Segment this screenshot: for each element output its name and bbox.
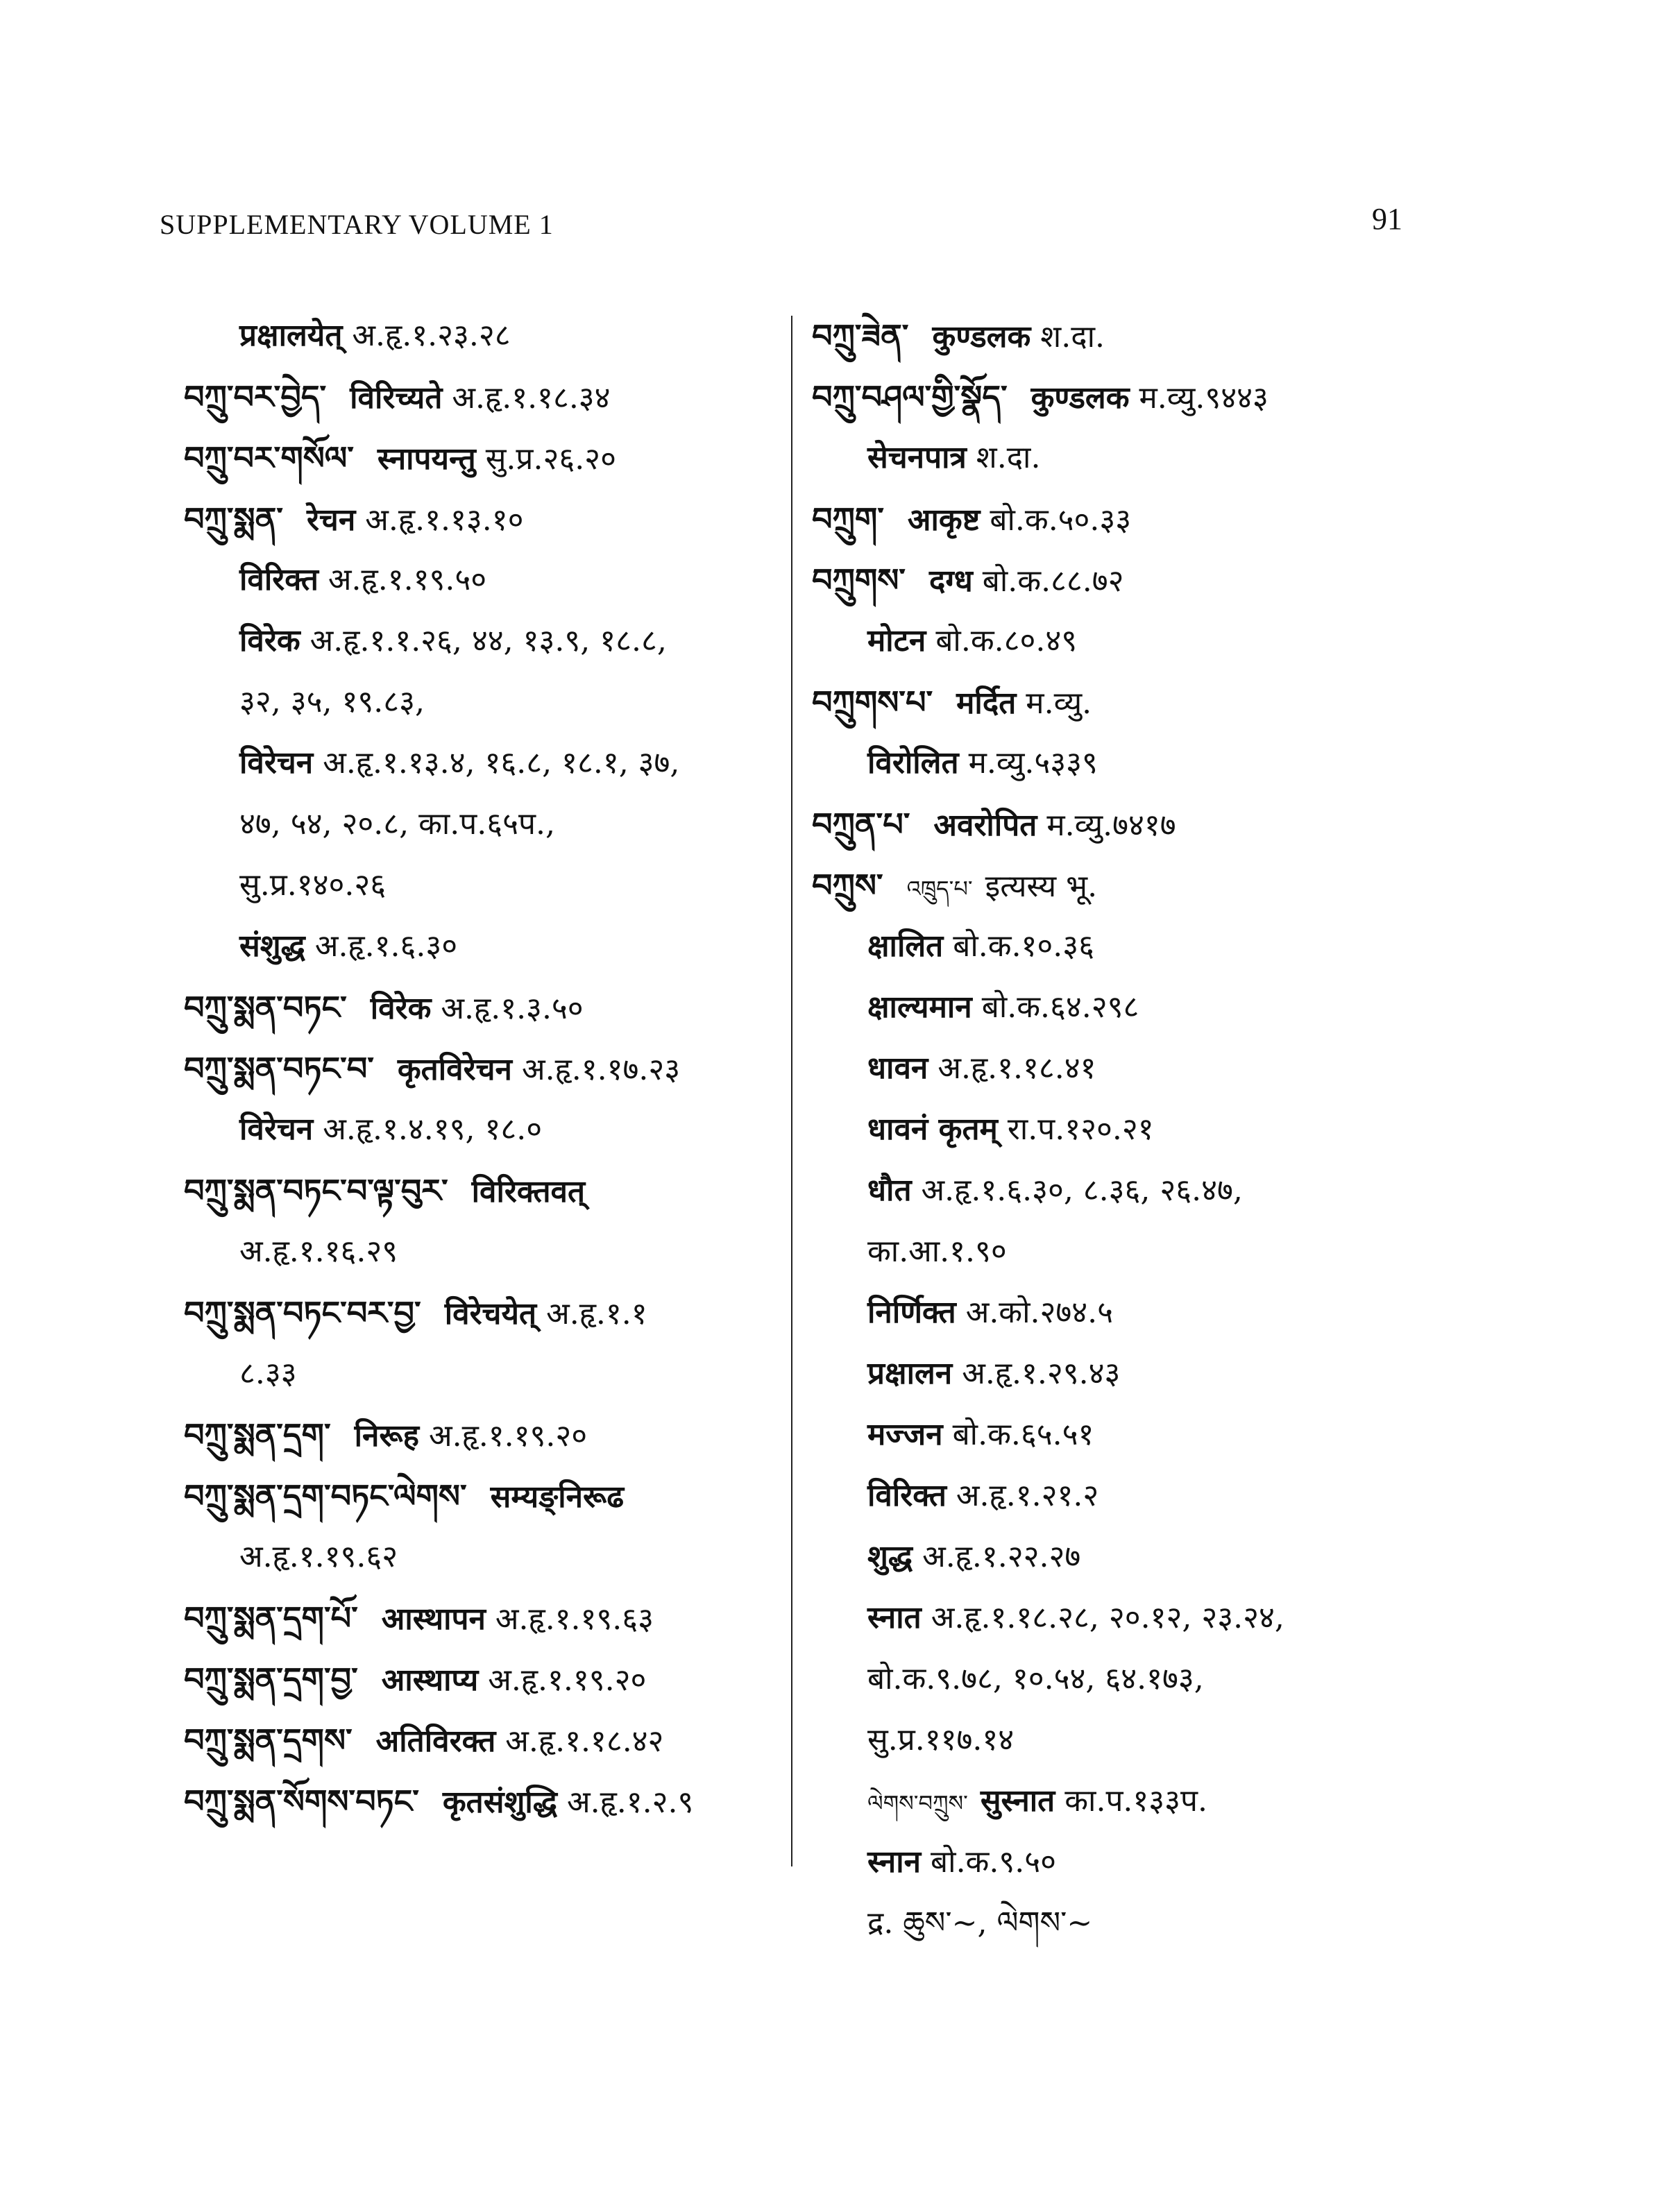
dictionary-line — [184, 1465, 781, 1526]
dictionary-line — [184, 855, 781, 916]
dictionary-line — [812, 794, 1436, 855]
source-reference: अ.हृ.१.२.९ — [566, 1785, 694, 1820]
dictionary-line — [812, 977, 1436, 1038]
tibetan-headword: བཀྲུ་སྨན་བཏང་བར་བྱ་ — [184, 1294, 421, 1332]
sanskrit-equivalent: विरोलित — [867, 745, 959, 781]
dictionary-line — [812, 1588, 1436, 1649]
dictionary-line — [812, 672, 1436, 733]
source-reference: अ.हृ.१.१९.२० — [428, 1418, 588, 1454]
dictionary-line — [812, 1221, 1436, 1282]
dictionary-line — [184, 1404, 781, 1465]
sanskrit-equivalent: प्रक्षालयेत् — [239, 318, 343, 353]
source-reference: अ.हृ.१.१ — [546, 1296, 647, 1332]
dictionary-line — [812, 1526, 1436, 1588]
source-reference: रा.प.१२०.२१ — [1007, 1112, 1154, 1147]
sanskrit-equivalent: दग्ध — [928, 563, 973, 599]
sanskrit-equivalent: विरिक्तवत् — [471, 1174, 586, 1209]
source-reference: अ.हृ.१.१९.६३ — [495, 1601, 654, 1637]
dictionary-line — [184, 550, 781, 611]
dictionary-line — [184, 611, 781, 672]
dictionary-line — [184, 305, 781, 366]
source-reference: अ.हृ.१.१९.२० — [488, 1662, 647, 1698]
continuation-text: सु.प्र.१४०.२६ — [239, 867, 387, 903]
sanskrit-equivalent: कृतविरेचन — [397, 1052, 512, 1087]
source-reference: बो.क.८०.४९ — [935, 623, 1078, 658]
dictionary-line — [812, 855, 1436, 916]
sanskrit-equivalent: विरिक्त — [867, 1478, 947, 1513]
dictionary-line — [812, 550, 1436, 611]
dictionary-line — [184, 1160, 781, 1221]
sanskrit-equivalent: स्नात — [867, 1600, 922, 1635]
sanskrit-equivalent: कृतसंशुद्धि — [442, 1785, 557, 1820]
sanskrit-equivalent: रेचन — [306, 502, 356, 538]
page-number: 91 — [1372, 202, 1402, 236]
source-reference: श.दा. — [976, 440, 1041, 475]
dictionary-line — [812, 1404, 1436, 1465]
tibetan-headword: བཀྲུ་སྨན་དྲག་བྱ་ — [184, 1660, 358, 1698]
tibetan-headword: བཀྲུ་སྨན་བཏང་ — [184, 989, 347, 1026]
dictionary-line — [812, 305, 1436, 366]
source-reference: अ.हृ.१.२१.२ — [956, 1478, 1099, 1513]
sanskrit-equivalent: स्नान — [867, 1844, 922, 1880]
source-reference: इत्यस्य भू. — [985, 869, 1098, 904]
source-reference: अ.हृ.१.६.३०, ८.३६, २६.४७, — [921, 1173, 1243, 1208]
source-reference: बो.क.५०.३३ — [990, 502, 1132, 538]
tibetan-headword: བཀྲུས་ — [812, 867, 883, 904]
sanskrit-equivalent: विरेचन — [239, 1112, 314, 1147]
sanskrit-equivalent: क्षाल्यमान — [867, 989, 972, 1025]
source-reference: अ.हृ.१.२२.२७ — [922, 1539, 1081, 1574]
running-title: SUPPLEMENTARY VOLUME 1 — [160, 209, 554, 240]
source-reference: अ.हृ.१.१७.२३ — [521, 1052, 681, 1087]
dictionary-line — [184, 794, 781, 855]
sanskrit-equivalent: विरिक्त — [239, 562, 319, 597]
dictionary-line — [812, 1832, 1436, 1893]
source-reference: अ.को.२७४.५ — [965, 1295, 1113, 1330]
continuation-text: ३२, ३५, १९.८३, — [239, 684, 425, 720]
source-reference: म.व्यु.५३३९ — [968, 745, 1098, 781]
source-reference: म.व्यु.७४१७ — [1046, 808, 1176, 843]
dictionary-line — [184, 1099, 781, 1160]
dictionary-line — [812, 1893, 1436, 1954]
sanskrit-equivalent: विरिच्यते — [350, 380, 443, 416]
sanskrit-equivalent: अतिविरक्त — [375, 1724, 496, 1759]
tibetan-note: ལེགས་བཀྲུས་ — [867, 1790, 968, 1817]
tibetan-headword: བཀྲུགས་པ་ — [812, 683, 933, 721]
tibetan-headword: བཀྲུག་ — [812, 500, 884, 538]
sanskrit-equivalent: आस्थापन — [381, 1601, 486, 1637]
sanskrit-equivalent: क्षालित — [867, 928, 944, 964]
source-reference: अ.हृ.१.६.३० — [314, 928, 458, 964]
source-reference: अ.हृ.१.१८.४१ — [937, 1050, 1096, 1086]
source-reference: अ.हृ.१.१३.४, १६.८, १८.१, ३७, — [323, 745, 680, 781]
tibetan-headword: བཀྲུ་བཤལ་གྱི་སྣོད་ — [812, 378, 1008, 416]
dictionary-line — [812, 611, 1436, 672]
dictionary-line — [184, 366, 781, 427]
source-reference: म.व्यु.९४४३ — [1139, 380, 1269, 416]
dictionary-line — [812, 1282, 1436, 1343]
tibetan-note: འཁྲུད་པ་ — [906, 876, 973, 902]
sanskrit-equivalent: धौत — [867, 1173, 912, 1208]
sanskrit-equivalent: निरूह — [354, 1418, 419, 1454]
source-reference: अ.हृ.१.२९.४३ — [962, 1356, 1121, 1391]
dictionary-line — [812, 733, 1436, 794]
source-reference: अ.हृ.१.१८.२८, २०.१२, २३.२४, — [931, 1600, 1284, 1635]
continuation-text: अ.हृ.१.१६.२९ — [239, 1234, 398, 1269]
sanskrit-equivalent: मर्दित — [956, 686, 1017, 721]
dictionary-line — [812, 1710, 1436, 1771]
dictionary-line — [812, 1771, 1436, 1832]
tibetan-headword: བཀྲུན་པ་ — [812, 806, 910, 843]
source-reference: श.दा. — [1040, 319, 1105, 355]
continuation-text: सु.प्र.११७.१४ — [867, 1722, 1015, 1758]
dictionary-line — [184, 1588, 781, 1649]
tibetan-headword: བཀྲུགས་ — [812, 561, 906, 599]
dictionary-line — [184, 733, 781, 794]
dictionary-line — [184, 427, 781, 488]
sanskrit-equivalent: विरेचन — [239, 745, 314, 781]
dictionary-line — [184, 977, 781, 1038]
continuation-text: ४७, ५४, २०.८, का.प.६५प., — [239, 806, 555, 842]
source-reference: अ.हृ.१.१.२६, ४४, १३.९, १८.८, — [309, 623, 667, 658]
sanskrit-equivalent: विरेक — [239, 623, 300, 658]
dictionary-line — [812, 1649, 1436, 1710]
source-reference: अ.हृ.१.४.१९, १८.० — [323, 1112, 543, 1147]
source-reference: बो.क.६५.५१ — [952, 1417, 1094, 1452]
dictionary-line — [184, 1649, 781, 1710]
sanskrit-equivalent: विरेक — [370, 991, 432, 1026]
dictionary-line — [812, 916, 1436, 977]
dictionary-line — [812, 1343, 1436, 1404]
dictionary-line — [184, 916, 781, 977]
dictionary-line — [812, 427, 1436, 488]
sanskrit-equivalent: स्नापयन्तु — [377, 441, 476, 477]
dictionary-line — [184, 672, 781, 733]
source-reference: अ.हृ.१.१८.३४ — [452, 380, 611, 416]
dictionary-line — [184, 488, 781, 550]
source-reference: अ.हृ.१.१३.१० — [365, 502, 524, 538]
source-reference: अ.हृ.१.३.५० — [441, 991, 584, 1026]
sanskrit-equivalent: सुस्नात — [980, 1783, 1055, 1819]
sanskrit-equivalent: मज्जन — [867, 1417, 943, 1452]
tibetan-headword: བཀྲུ་སྨན་དྲག་པོ་ — [184, 1599, 358, 1637]
tibetan-headword: བཀྲུ་ཟེན་ — [812, 317, 909, 355]
sanskrit-equivalent: निर्णिक्त — [867, 1295, 956, 1330]
source-reference: बो.क.६४.२९८ — [981, 989, 1139, 1025]
continuation-text: का.आ.१.९० — [867, 1234, 1007, 1269]
tibetan-headword: བཀྲུ་སྨན་དྲག་ — [184, 1416, 331, 1454]
tibetan-headword: བཀྲུ་སྨན་སོགས་བཏང་ — [184, 1783, 419, 1820]
dictionary-line — [184, 1343, 781, 1404]
dictionary-line — [184, 1771, 781, 1832]
sanskrit-equivalent: संशुद्ध — [239, 928, 305, 964]
dictionary-line — [812, 488, 1436, 550]
tibetan-headword: བཀྲུ་སྨན་བཏང་བ་ལྟ་བུར་ — [184, 1172, 448, 1209]
sanskrit-equivalent: कुण्डलक — [932, 319, 1031, 355]
sanskrit-equivalent: सेचनपात्र — [867, 440, 967, 475]
tibetan-headword: བཀྲུ་སྨན་བཏང་བ་ — [184, 1050, 374, 1087]
source-reference: बो.क.१०.३६ — [953, 928, 1095, 964]
sanskrit-equivalent: कुण्डलक — [1030, 380, 1130, 416]
source-reference: बो.क.९.५० — [931, 1844, 1056, 1880]
dictionary-line — [812, 1465, 1436, 1526]
sanskrit-equivalent: मोटन — [867, 623, 926, 658]
source-reference: सु.प्र.२६.२० — [485, 441, 616, 477]
right-column — [812, 305, 1436, 1954]
dictionary-line — [184, 1526, 781, 1588]
tibetan-headword: བཀྲུ་བར་གསོལ་ — [184, 439, 354, 477]
column-divider — [791, 316, 792, 1866]
sanskrit-equivalent: अवरोपित — [933, 808, 1037, 843]
dictionary-line — [184, 1282, 781, 1343]
source-reference: अ.हृ.१.१९.५० — [328, 562, 487, 597]
page-header — [160, 201, 1402, 243]
dictionary-line — [812, 1099, 1436, 1160]
sanskrit-equivalent: सम्यङ्निरूढ — [490, 1479, 624, 1515]
tibetan-headword: བཀྲུ་སྨན་ — [184, 500, 283, 538]
sanskrit-equivalent: आकृष्ट — [907, 502, 981, 538]
sanskrit-equivalent: शुद्ध — [867, 1539, 913, 1574]
dictionary-line — [184, 1221, 781, 1282]
source-reference: का.प.१३३प. — [1064, 1783, 1208, 1819]
source-reference: बो.क.८८.७२ — [982, 563, 1124, 599]
dictionary-line — [184, 1710, 781, 1771]
sanskrit-equivalent: आस्थाप्य — [381, 1662, 479, 1698]
continuation-text: अ.हृ.१.१९.६२ — [239, 1539, 398, 1574]
tibetan-headword: བཀྲུ་སྨན་དྲག་བཏང་ལེགས་ — [184, 1477, 467, 1515]
sanskrit-equivalent: प्रक्षालन — [867, 1356, 953, 1391]
dictionary-line — [184, 1038, 781, 1099]
sanskrit-equivalent: विरेचयेत् — [444, 1296, 537, 1332]
dictionary-line — [812, 1038, 1436, 1099]
source-reference: म.व्यु. — [1026, 686, 1092, 721]
sanskrit-equivalent: धावनं कृतम् — [867, 1112, 998, 1147]
sanskrit-equivalent: धावन — [867, 1050, 928, 1086]
dictionary-line — [812, 366, 1436, 427]
dictionary-line — [812, 1160, 1436, 1221]
tibetan-headword: བཀྲུ་སྨན་དྲགས་ — [184, 1721, 353, 1759]
tibetan-headword: བཀྲུ་བར་བྱེད་ — [184, 378, 327, 416]
left-column — [184, 305, 781, 1832]
continuation-text: बो.क.९.७८, १०.५४, ६४.१७३, — [867, 1661, 1204, 1696]
source-reference: अ.हृ.१.१८.४२ — [505, 1724, 664, 1759]
continuation-text: ८.३३ — [239, 1356, 297, 1391]
source-reference: अ.हृ.१.२३.२८ — [352, 318, 511, 353]
continuation-text: द्र. ཆུས་~, ལེགས་~ — [867, 1905, 1093, 1941]
